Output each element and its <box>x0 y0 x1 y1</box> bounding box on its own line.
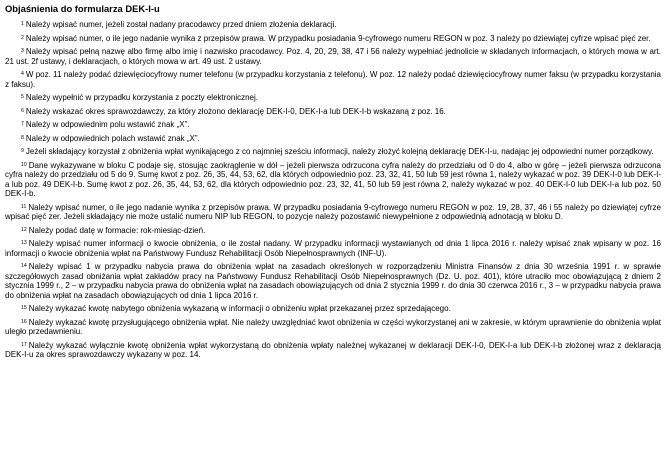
footnote-17 <box>5 341 661 360</box>
footnote-15 <box>5 304 661 314</box>
footnote-11 <box>5 203 661 222</box>
footnote-text: Należy wpisać 1 w przypadku nabycia prawa do obniżenia wpłat na zasadach określonych w rozporządzeniu Ministra Finansów z dnia 30 września 1991 r. w sprawie szczegółowych zasad obniżania wpłat zakładów pracy na Państwowy Fundusz Rehabilitacji Osób Niepełnosprawnych (Dz. U. poz. 401), które utraciło moc obowiązującą z dniem 2 stycznia 1999 r., 2 – w przypadku nabycia prawa do obniżenia wpłat na zasadach obowiązujących od dnia 2 stycznia 1999 r. do dnia 30 czerwca 2016 r., 3 – w przypadku nabycia prawa do obniżenia wpłat na zasadach obowiązujących od dnia 1 lipca 2016 r. <box>5 262 661 300</box>
footnote-number: 8 <box>21 134 24 141</box>
footnote-5 <box>5 93 661 103</box>
footnote-6 <box>5 107 661 117</box>
footnote-text: Należy wskazać okres sprawozdawczy, za który złożono deklarację DEK-I-0, DEK-I-a lub DEK-I-b wskazaną z poz. 16. <box>25 106 446 116</box>
footnote-text: Należy wpisać pełną nazwę albo firmę albo imię i nazwisko pracodawcy. Poz. 4, 20, 29, 38, 47 i 56 należy wypełniać jednolicie w składanych informacjach, o których mowa w art. 21 ust. 2f ustawy, i deklaracjach, o których mowa w art. 49 ust. 2 ustawy. <box>5 47 661 66</box>
footnote-number: 15 <box>21 305 27 311</box>
footnote-text: W poz. 11 należy podać dziewięciocyfrowy numer telefonu (w przypadku korzystania z telefonu). W poz. 12 należy podać dziewięciocyfrowy numer faksu (w przypadku korzystania z faksu). <box>5 70 661 89</box>
footnote-number: 11 <box>21 203 27 210</box>
footnote-text: Należy wpisać numer informacji o kwocie obniżenia, o ile został nadany. W przypadku informacji wystawianych od dnia 1 lipca 2016 r. należy wpisać znak wpisany w poz. 16 informacji o kwocie obniżenia wpłat na Państwowy Fundusz Rehabilitacji Osób Niepełnosprawnych (INF-U). <box>5 239 661 258</box>
footnote-number: 4 <box>21 71 24 77</box>
footnote-text: Należy wpisać numer, o ile jego nadanie wynika z przepisów prawa. W przypadku posiadania 9-cyfrowego numeru REGON w poz. 19, 28, 37, 46 i 55 należy po dziewiątej cyfrze wpisać pięć zer. Jeżeli składający nie może ustalić numeru NIP lub REGON, to pozycje należy pozostawić niewypełnione z odpowiednią adnotacją w bloku D. <box>5 202 661 221</box>
footnote-number: 12 <box>21 226 27 233</box>
footnote-text: Należy w odpowiednim polu wstawić znak „X”. <box>25 120 190 129</box>
footnote-text: Należy wpisać numer, jeżeli został nadany pracodawcy przed dniem złożenia deklaracji. <box>25 20 337 29</box>
footnote-text: Należy w odpowiednich polach wstawić znak „X”. <box>25 133 200 143</box>
footnote-text: Dane wykazywane w bloku C podaje się, stosując zaokrąglenie w dół – jeżeli pierwsza odrzucona cyfra należy do przedziału od 0 do 4, albo w górę – jeżeli pierwsza odrzucona cyfra należy do przedziału od 5 do 9. Sumę kwot z poz. 26, 35, 44, 53, 62, dla których odpowiednio poz. 23, 32, 41, 50 lub 59 jest równa 1, należy wykazać w poz. 39 DEK-I-0 lub DEK-I-a lub poz. 49 DEK-I-b. Sumę kwot z poz. 26, 35, 44, 53, 62, dla których odpowiednio poz. 23, 32, 41, 50 lub 59 jest równa 2, należy wykazać w poz. 40 DEK-I-0 lub DEK-I-a lub poz. 50 DEK-I-b. <box>5 160 661 198</box>
footnote-7 <box>5 120 661 130</box>
footnote-number: 5 <box>21 94 24 100</box>
footnote-14 <box>5 262 661 300</box>
footnote-text: Należy wykazać wyłącznie kwotę obniżenia wpłat wykorzystaną do obniżenia wpłaty należnej wykazanej w deklaracji DEK-I-0, DEK-I-a lub DEK-I-b złożonej wraz z deklaracją DEK-I-u za okres sprawozdawczy wykazany w poz. 14. <box>5 340 661 359</box>
footnote-16 <box>5 318 661 337</box>
footnote-text: Należy podać datę w formacie: rok-miesiąc-dzień. <box>28 225 206 235</box>
footnote-10 <box>5 161 661 199</box>
footnote-13 <box>5 239 661 258</box>
footnote-number: 3 <box>21 48 24 54</box>
footnote-2 <box>5 34 661 44</box>
document-title: Objaśnienia do formularza DEK-I-u <box>5 3 160 14</box>
footnote-number: 13 <box>21 240 27 246</box>
footnote-text: Należy wykazać kwotę przysługującego obniżenia wpłat. Nie należy uwzględniać kwot obniżenia w części wykorzystanej ani w zakresie, w którym uprawnienie do obniżenia wpłat uległo przedawnieniu. <box>5 317 661 336</box>
footnote-number: 14 <box>21 263 27 269</box>
footnote-text: Jeżeli składający korzystał z obniżenia wpłat wynikającego z co najmniej sześciu informacji, należy złożyć kolejną deklarację DEK-I-u, nadając jej odpowiedni numer porządkowy. <box>25 147 654 156</box>
footnote-12 <box>5 226 661 236</box>
footnote-text: Należy wpisać numer, o ile jego nadanie wynika z przepisów prawa. W przypadku posiadania 9-cyfrowego numeru REGON w poz. 3 należy po dziewiątej cyfrze wpisać pięć zer. <box>25 33 651 43</box>
footnote-4 <box>5 70 661 89</box>
footnote-number: 17 <box>21 341 27 348</box>
footnote-number: 6 <box>21 107 24 114</box>
footnote-list <box>5 20 661 360</box>
footnote-number: 1 <box>21 21 24 27</box>
footnote-text: Należy wypełnić w przypadku korzystania z poczty elektronicznej. <box>25 93 258 102</box>
footnote-text: Należy wykazać kwotę nabytego obniżenia wykazaną w informacji o obniżeniu wpłat przekazanej przez sprzedającego. <box>28 304 451 313</box>
footnote-number: 2 <box>21 34 24 41</box>
footnote-number: 10 <box>21 161 27 168</box>
footnote-1 <box>5 20 661 30</box>
footnote-9 <box>5 147 661 157</box>
footnote-3 <box>5 47 661 66</box>
footnote-number: 16 <box>21 318 27 325</box>
footnote-number: 7 <box>21 121 24 127</box>
footnote-number: 9 <box>21 148 24 154</box>
footnote-8 <box>5 134 661 144</box>
